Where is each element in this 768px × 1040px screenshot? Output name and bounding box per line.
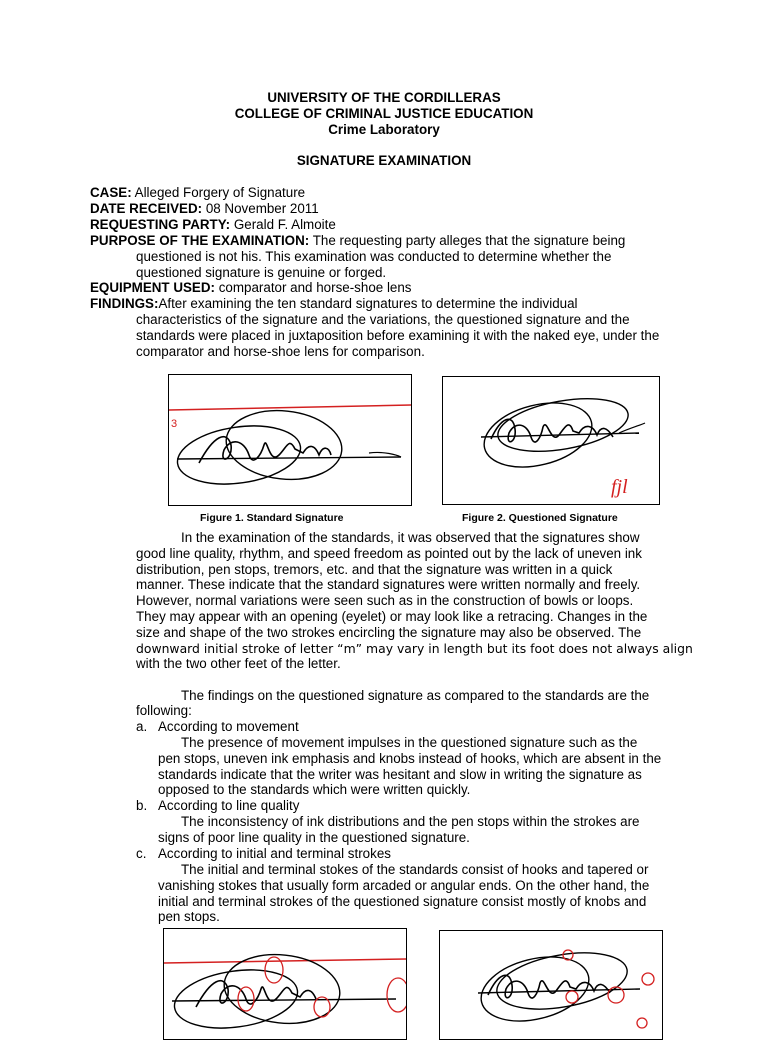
figure-1-mark: 3	[171, 418, 178, 430]
item-a-label: a.	[136, 719, 148, 734]
date-label: DATE RECEIVED:	[90, 201, 203, 216]
para1-line-5: However, normal variations were seen such as in the construction of bowls or loops.	[136, 593, 634, 608]
purpose-line-2: questioned is not his. This examination was conducted to determine whether the	[136, 249, 612, 264]
figure-3-standard-annotated	[163, 928, 407, 1040]
para2-line-2: following:	[136, 703, 192, 718]
item-a-line-4: opposed to the standards which were written quickly.	[158, 782, 471, 797]
figure-2-initials: fjl	[611, 476, 628, 498]
findings-field	[90, 296, 578, 312]
findings-line-2: characteristics of the signature and the variations, the questioned signature and the	[136, 312, 630, 327]
item-a-heading	[136, 719, 299, 735]
item-a-line-1: The presence of movement impulses in the questioned signature such as the	[181, 735, 638, 750]
item-a-title: According to movement	[158, 719, 299, 734]
college-name: COLLEGE OF CRIMINAL JUSTICE EDUCATION	[234, 106, 534, 121]
item-c-line-3: initial and terminal strokes of the questioned signature consist mostly of knobs and	[158, 894, 647, 909]
purpose-label: PURPOSE OF THE EXAMINATION:	[90, 233, 310, 248]
figure-2-questioned-signature	[442, 376, 660, 505]
item-c-label: c.	[136, 846, 147, 861]
figure-1-caption: Figure 1. Standard Signature	[200, 512, 344, 524]
party-value: Gerald F. Almoite	[230, 217, 336, 232]
findings-line-3: standards were placed in juxtaposition before examining it with the naked eye, under the	[136, 328, 660, 343]
findings-line-1: After examining the ten standard signatures to determine the individual	[158, 296, 578, 311]
item-c-heading	[136, 846, 391, 862]
para1-line-6: They may appear with an opening (eyelet) or may look like a retracing. Changes in the	[136, 609, 648, 624]
figure-2-caption: Figure 2. Questioned Signature	[462, 512, 618, 524]
standard-signature-image	[169, 375, 411, 505]
item-b-line-1: The inconsistency of ink distributions and the pen stops within the strokes are	[181, 814, 640, 829]
party-field	[90, 217, 336, 233]
para1-line-7: size and shape of the two strokes encircling the signature may also be observed. The	[136, 625, 642, 640]
equipment-value: comparator and horse-shoe lens	[215, 280, 412, 295]
standard-signature-annotated-image	[164, 929, 406, 1039]
case-field	[90, 185, 305, 201]
item-b-line-2: signs of poor line quality in the questioned signature.	[158, 830, 470, 845]
para2-line-1: The findings on the questioned signature as compared to the standards are the	[181, 688, 650, 703]
equipment-label: EQUIPMENT USED:	[90, 280, 215, 295]
figure-1-standard-signature	[168, 374, 412, 506]
purpose-field	[90, 233, 625, 249]
questioned-signature-image	[443, 377, 659, 504]
item-a-line-3: standards indicate that the writer was hesitant and slow in writing the signature as	[158, 767, 642, 782]
findings-label: FINDINGS:	[90, 296, 159, 311]
purpose-line-3: questioned signature is genuine or forged.	[136, 265, 387, 280]
questioned-signature-annotated-image	[440, 931, 662, 1039]
date-value: 08 November 2011	[202, 201, 319, 216]
lab-name: Crime Laboratory	[328, 122, 440, 137]
item-a-line-2: pen stops, uneven ink emphasis and knobs instead of hooks, which are absent in the	[158, 751, 662, 766]
para1-line-2: good line quality, rhythm, and speed freedom as pointed out by the lack of uneven ink	[136, 546, 642, 561]
item-c-line-4: pen stops.	[158, 909, 220, 924]
findings-line-4: comparator and horse-shoe lens for comparison.	[136, 344, 425, 359]
equipment-field	[90, 280, 412, 296]
case-label: CASE:	[90, 185, 132, 200]
case-value: Alleged Forgery of Signature	[131, 185, 306, 200]
para1-line-1: In the examination of the standards, it was observed that the signatures show	[181, 530, 640, 545]
item-b-heading	[136, 798, 300, 814]
university-name: UNIVERSITY OF THE CORDILLERAS	[267, 90, 501, 105]
party-label: REQUESTING PARTY:	[90, 217, 231, 232]
purpose-line-1: The requesting party alleges that the signature being	[309, 233, 626, 248]
item-c-line-1: The initial and terminal stokes of the standards consist of hooks and tapered or	[181, 862, 649, 877]
para1-line-8: downward initial stroke of letter “m” may vary in length but its foot does not always align	[136, 641, 693, 656]
item-c-title: According to initial and terminal strokes	[158, 846, 391, 861]
para1-line-9: with the two other feet of the letter.	[136, 656, 341, 671]
item-b-label: b.	[136, 798, 148, 813]
para1-line-4: manner. These indicate that the standard signatures were written normally and freely.	[136, 577, 641, 592]
item-b-title: According to line quality	[158, 798, 300, 813]
date-field	[90, 201, 319, 217]
document-title: SIGNATURE EXAMINATION	[296, 153, 472, 168]
para1-line-3: distribution, pen stops, tremors, etc. and that the signature was written in a quick	[136, 562, 613, 577]
item-c-line-2: vanishing stokes that usually form arcaded or angular ends. On the other hand, the	[158, 878, 650, 893]
